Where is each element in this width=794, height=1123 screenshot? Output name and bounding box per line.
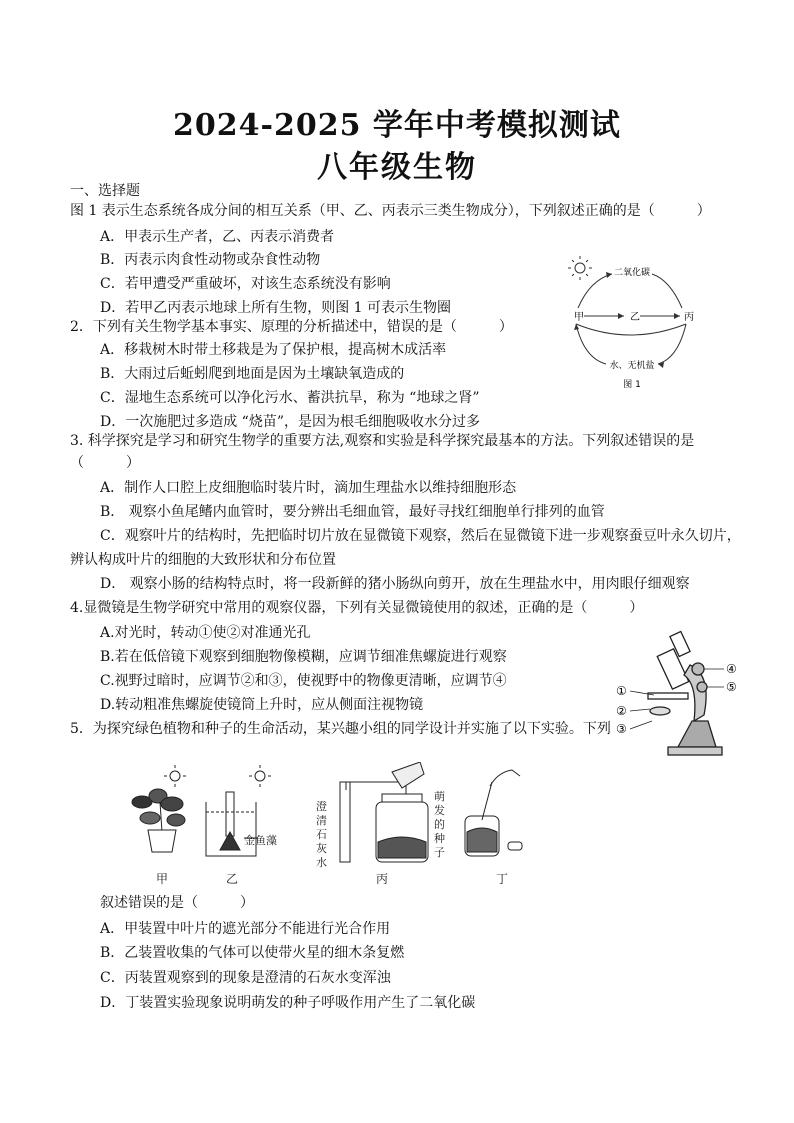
label-3: ③ bbox=[616, 722, 627, 736]
q3-option-d: D． 观察小肠的结构特点时，将一段新鲜的猪小肠纵向剪开，放在生理盐水中，用肉眼仔细观察 bbox=[100, 576, 690, 592]
label-1: ① bbox=[616, 684, 627, 698]
q4-option-b: B.若在低倍镜下观察到细胞物像模糊，应调节细准焦螺旋进行观察 bbox=[100, 649, 507, 665]
panel-label-yi: 乙 bbox=[226, 872, 239, 886]
q3-stem-cont: （ ） bbox=[70, 455, 140, 471]
exam-subtitle: 八年级生物 bbox=[317, 150, 477, 185]
q4-option-c: C.视野过暗时，应调节②和③，使视野中的物像更清晰，应调节④ bbox=[100, 673, 507, 689]
bing-label: 丙 bbox=[684, 312, 694, 323]
q1-stem: 图 1 表示生态系统各成分间的相互关系（甲、乙、丙表示三类生物成分），下列叙述正确的是（ ） bbox=[70, 203, 711, 219]
yi-label: 乙 bbox=[630, 312, 640, 323]
microscope-icon bbox=[648, 631, 722, 755]
sun-icon bbox=[568, 256, 592, 280]
q5-option-b: B．乙装置收集的气体可以使带火星的细木条复燃 bbox=[100, 945, 405, 961]
q3-option-c: C．观察叶片的结构时，先把临时切片放在显微镜下观察，然后在显微镜下进一步观察蚕豆叶永久切片， bbox=[100, 528, 741, 544]
q1-option-a: A．甲表示生产者，乙、丙表示消费者 bbox=[100, 229, 335, 245]
panel-label-jia: 甲 bbox=[156, 872, 169, 886]
q5-option-d: D．丁装置实验现象说明萌发的种子呼吸作用产生了二氧化碳 bbox=[100, 995, 476, 1011]
q1-option-d: D．若甲乙丙表示地球上所有生物，则图 1 可表示生物圈 bbox=[100, 300, 452, 316]
sun-icon bbox=[164, 765, 186, 787]
q4-option-d: D.转动粗准焦螺旋使镜筒上升时，应从侧面注视物镜 bbox=[100, 697, 424, 713]
microscope-figure bbox=[612, 625, 742, 765]
figure-caption: 图 1 bbox=[623, 380, 641, 390]
water-label: 水、无机盐 bbox=[609, 361, 655, 371]
label-4: ④ bbox=[726, 662, 737, 676]
potted-plant-icon bbox=[132, 789, 185, 852]
q4-option-a: A.对光时，转动①使②对准通光孔 bbox=[100, 625, 311, 641]
candle-jar-icon bbox=[465, 770, 522, 856]
label-5: ⑤ bbox=[726, 680, 737, 694]
section-heading: 一、选择题 bbox=[70, 183, 140, 199]
q5-option-a: A．甲装置中叶片的遮光部分不能进行光合作用 bbox=[100, 921, 391, 937]
q1-option-c: C．若甲遭受严重破坏，对该生态系统没有影响 bbox=[100, 276, 391, 292]
q2-option-d: D．一次施肥过多造成 “烧苗”，是因为根毛细胞吸收水分过多 bbox=[100, 414, 480, 430]
sun-icon bbox=[249, 765, 271, 787]
jar-icon bbox=[340, 762, 428, 862]
q5-option-c: C．丙装置观察到的现象是澄清的石灰水变浑浊 bbox=[100, 970, 391, 986]
limewater-label: 澄清石 灰水 bbox=[316, 800, 327, 869]
ecosystem-figure bbox=[560, 250, 710, 395]
q1-option-b: B．丙表示肉食性动物或杂食性动物 bbox=[100, 252, 321, 268]
jia-label: 甲 bbox=[574, 312, 584, 323]
q2-option-b: B．大雨过后蚯蚓爬到地面是因为土壤缺氧造成的 bbox=[100, 366, 405, 382]
q3-option-a: A．制作人口腔上皮细胞临时装片时，滴加生理盐水以维持细胞形态 bbox=[100, 480, 517, 496]
goldfish-weed-label: 金鱼藻 bbox=[244, 834, 277, 847]
panel-label-ding: 丁 bbox=[496, 872, 509, 886]
q2-option-a: A．移栽树木时带土移栽是为了保护根，提高树木成活率 bbox=[100, 342, 447, 358]
exam-title: 2024-2025 学年中考模拟测试 bbox=[173, 108, 621, 143]
q3-option-b: B． 观察小鱼尾鳍内血管时，要分辨出毛细血管，最好寻找红细胞单行排列的血管 bbox=[100, 504, 605, 520]
q4-stem: 4.显微镜是生物学研究中常用的观察仪器，下列有关显微镜使用的叙述，正确的是（ ） bbox=[70, 600, 644, 616]
experiment-figure bbox=[120, 762, 530, 887]
q5-stem: 5．为探究绿色植物和种子的生命活动，某兴趣小组的同学设计并实施了以下实验。下列 bbox=[70, 721, 611, 737]
q3-stem: 3. 科学探究是学习和研究生物学的重要方法,观察和实验是科学探究最基本的方法。下列叙述错误的是 bbox=[70, 433, 695, 449]
q2-option-c: C．湿地生态系统可以净化污水、蓄洪抗旱，称为 “地球之肾” bbox=[100, 390, 480, 406]
q3-option-c-cont: 辨认构成叶片的细胞的大致形状和分布位置 bbox=[70, 552, 336, 568]
seeds-label: 萌发的 种子 bbox=[434, 790, 445, 859]
panel-label-bing: 丙 bbox=[376, 872, 389, 886]
q5-stem-cont: 叙述错误的是（ ） bbox=[100, 895, 254, 911]
label-2: ② bbox=[616, 704, 627, 718]
co2-label: 二氧化碳 bbox=[613, 268, 651, 278]
q2-stem: 2．下列有关生物学基本事实、原理的分析描述中，错误的是（ ） bbox=[70, 319, 513, 335]
